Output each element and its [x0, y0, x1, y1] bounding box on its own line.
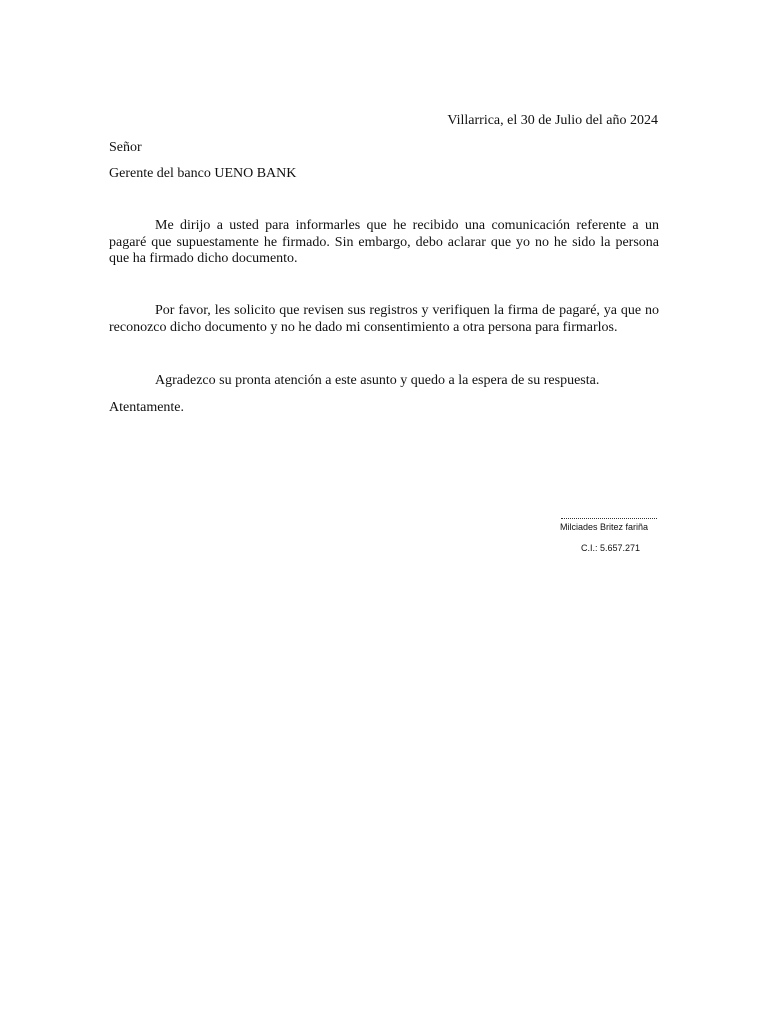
body-paragraph-1: Me dirijo a usted para informarles que he recibido una comunicación referente a un pagaré que supuestamente he firmado. Sin embargo, debo aclarar que yo no he sido la persona que ha firmado dicho documento.	[109, 218, 659, 266]
signature-line	[561, 518, 657, 519]
body-paragraph-2: Por favor, les solicito que revisen sus registros y verifiquen la firma de pagaré, ya que no reconozco dicho documento y no he dado mi consentimiento a otra persona para firmarlos.	[109, 303, 659, 335]
signer-name: Milciades Britez fariña	[560, 522, 649, 532]
body-paragraph-3: Agradezco su pronta atención a este asunto y quedo a la espera de su respuesta.	[155, 373, 600, 388]
signer-id: C.I.: 5.657.271	[581, 543, 641, 553]
place-date: Villarrica, el 30 de Julio del año 2024	[447, 113, 658, 128]
closing: Atentamente.	[109, 400, 185, 415]
signature-block	[560, 512, 658, 554]
salutation: Señor	[109, 140, 142, 155]
recipient-line: Gerente del banco UENO BANK	[109, 166, 297, 181]
